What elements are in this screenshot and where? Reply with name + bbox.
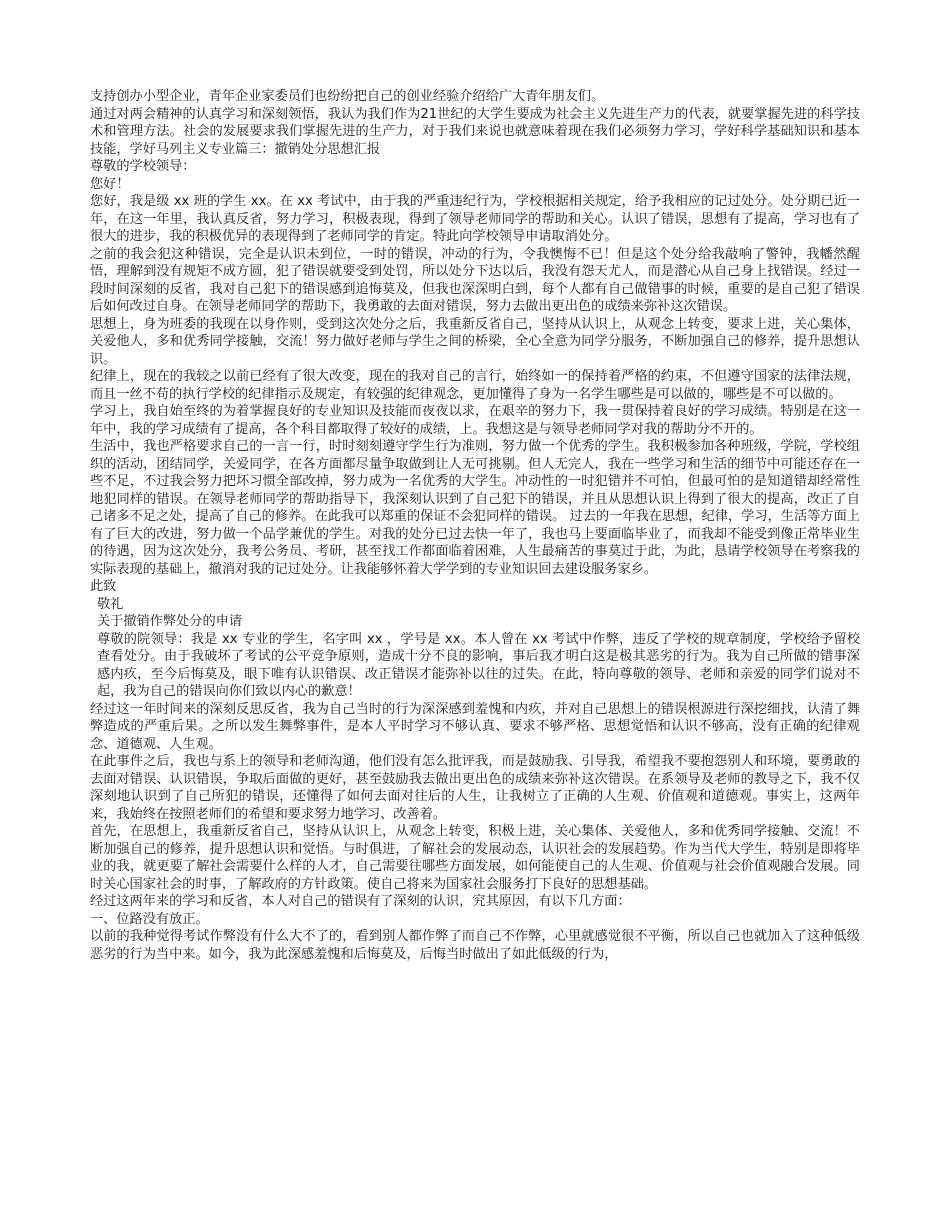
section-title-revoke-cheating: 关于撤销作弊处分的申请 (97, 614, 243, 629)
salutation-school-leaders: 尊敬的学校领导： (90, 159, 196, 174)
paragraph-application-intro: 尊敬的院领导：我是 xx 专业的学生，名字叫 xx ，学号是 xx。本人曾在 xx 考试中作弊，违反了学校的规章制度，学校给予留校查看处分。由于我破坏了考试的公平竞争原则，造成十分不良的影响，事后我才明白这是极其恶劣的行为。我为自己所做的错事深感内疚，至今后悔莫及，眼下唯有认识错误、改正错误才能弥补以往的过失。在此，特向尊敬的领导、老师和亲爱的同学们说对不起，我为自己的错误向你们致以内心的歉意！ (97, 631, 860, 699)
paragraph-discipline: 纪律上，现在的我较之以前已经有了很大改变，现在的我对自己的言行，始终如一的保持着严格的约束，不但遵守国家的法律法规，而且一丝不苟的执行学校的纪律指示及规定，有较强的纪律观念，更加懂得了身为一名学生哪些是可以做的，哪些是不可以做的。 (90, 369, 860, 402)
heading-reason-one: 一、位路没有放正。 (90, 911, 209, 927)
paragraph-life: 生活中，我也严格要求自己的一言一行，时时刻刻遵守学生行为准则，努力做一个优秀的学生。我积极参加各种班级，学院，学校组织的活动，团结同学，关爱同学，在各方面都尽量争取做到让人无可挑剔。但人无完人，我在一些学习和生活的细节中可能还存在一些不足，不过我会努力把坏习惯全部改掉，努力成为一名优秀的大学生。冲动性的一时犯错并不可怕，但最可怕的是知道错却经常性地犯同样的错误。在领导老师同学的帮助指导下，我深刻认识到了自己犯下的错误，并且从思想认识上得到了很大的提高，改正了自己诸多不足之处，提高了自己的修养。在此我可以郑重的保证不会犯同样的错误。 过去的一年我在思想，纪律，学习，生活等方面上有了巨大的改进，努力做一个品学兼优的学生。对我的处分已过去快一年了，我也马上要面临毕业了，而我却不能受到像正常毕业生的待遇，因为这次处分，我考公务员、考研，甚至找工作都面临着困难，人生最痛苦的事莫过于此，为此，恳请学校领导在考察我的实际表现的基础上，撤消对我的记过处分。让我能够怀着大学学到的专业知识回去建设服务家乡。 (90, 439, 860, 577)
paragraph-first-thought: 首先，在思想上，我重新反省自己，坚持从认识上，从观念上转变，积极上进，关心集体、关爱他人，多和优秀同学接触、交流！不断加强自己的修养，提升思想认识和觉悟。与时俱进，了解社会的发展动态，认识社会的发展趋势。作为当代大学生，特别是即将毕业的我，就更要了解社会需要什么样的人才，自己需要往哪些方面发展，如何能使自己的人生观、价值观与社会价值观融合发展。同时关心国家社会的时事，了解政府的方针政策。使自己将来为国家社会服务打下良好的思想基础。 (90, 824, 860, 892)
paragraph-thought: 思想上，身为班委的我现在以身作则，受到这次处分之后，我重新反省自己，坚持从认识上，从观念上转变，要求上进，关心集体，关爱他人，多和优秀同学接触，交流！努力做好老师与学生之间的桥梁，全心全意为同学分服务，不断加强自己的修养，提升思想认识。 (90, 316, 860, 367)
paragraph-deep-reflection: 经过这一年时间来的深刻反思反省，我为自己当时的行为深深感到羞愧和内疚，并对自己思想上的错误根源进行深挖细找，认清了舞弊造成的严重后果。之所以发生舞弊事件，是本人平时学习不够认真、要求不够严格、思想觉悟和认识不够高，没有正确的纪律观念、道德观、人生观。 (90, 701, 860, 752)
paragraph-two-sessions: 通过对两会精神的认真学习和深刻领悟，我认为我们作为21世纪的大学生要成为社会主义先进生产力的代表，就要掌握先进的科学技术和管理方法。社会的发展要求我们掌握先进的生产力，对于我们来说也就意味着现在我们必须努力学习，学好科学基础知识和基本技能，学好马列主义专业篇三：撤销处分思想汇报 (90, 106, 860, 157)
closing-cizhi: 此致 (90, 579, 117, 594)
document-body (90, 88, 860, 963)
paragraph-intro-line: 支持创办小型企业，青年企业家委员们也纷纷把自己的创业经验介绍给广大青年朋友们。 (90, 89, 605, 104)
greeting: 您好！ (90, 176, 130, 192)
closing-jingli: 敬礼 (97, 596, 124, 612)
paragraph-reflection: 之前的我会犯这种错误，完全是认识未到位，一时的错误，冲动的行为，令我懊悔不已！但是这个处分给我敲响了警钟，我幡然醒悟，理解到没有规矩不成方圆，犯了错误就要受到处罚，所以处分下达以后，我没有怨天尤人，而是潜心从自己身上找错误。经过一段时间深刻的反省，我对自己犯下的错误感到追悔莫及，但我也深深明白到，每个人都有自己做错事的时候，重要的是自己犯了错误后如何改过自身。在领导老师同学的帮助下，我勇敢的去面对错误，努力去做出更出色的成绩来弥补这次错误。 (90, 246, 860, 314)
paragraph-study: 学习上，我自始至终的为着掌握良好的专业知识及技能而夜夜以求，在艰辛的努力下，我一贯保持着良好的学习成绩。特别是在这一年中，我的学习成绩有了提高，各个科目都取得了较好的成绩，上。我想这是与领导老师同学对我的帮助分不开的。 (90, 404, 860, 437)
paragraph-past-attitude: 以前的我种觉得考试作弊没有什么大不了的，看到别人都作弊了而自己不作弊，心里就感觉很不平衡，所以自己也就加入了这种低级恶劣的行为当中来。如今，我为此深感羞愧和后悔莫及，后悔当时做出了如此低级的行为， (90, 929, 860, 962)
paragraph-self-introduction: 您好，我是级 xx 班的学生 xx。在 xx 考试中，由于我的严重违纪行为，学校根据相关规定，给予我相应的记过处分。处分期已近一年，在这一年里，我认真反省，努力学习，积极表现，得到了领导老师同学的帮助和关心。认识了错误，思想有了提高，学习也有了很大的进步，我的积极优异的表现得到了老师同学的肯定。特此向学校领导申请取消处分。 (90, 194, 860, 244)
paragraph-after-incident: 在此事件之后，我也与系上的领导和老师沟通，他们没有怎么批评我，而是鼓励我、引导我，希望我不要抱怨别人和环境，要勇敢的去面对错误、认识错误，争取后面做的更好，甚至鼓励我去做出更出色的成绩来弥补这次错误。在系领导及老师的教导之下，我不仅深刻地认识到了自己所犯的错误，还懂得了如何去面对往后的人生，让我树立了正确的人生观、价值观和道德观。事实上，这两年来，我始终在按照老师们的希望和要求努力地学习、改善着。 (90, 754, 860, 822)
paragraph-reasons-intro: 经过这两年来的学习和反省，本人对自己的错误有了深刻的认识，究其原因，有以下几方面： (90, 894, 631, 909)
